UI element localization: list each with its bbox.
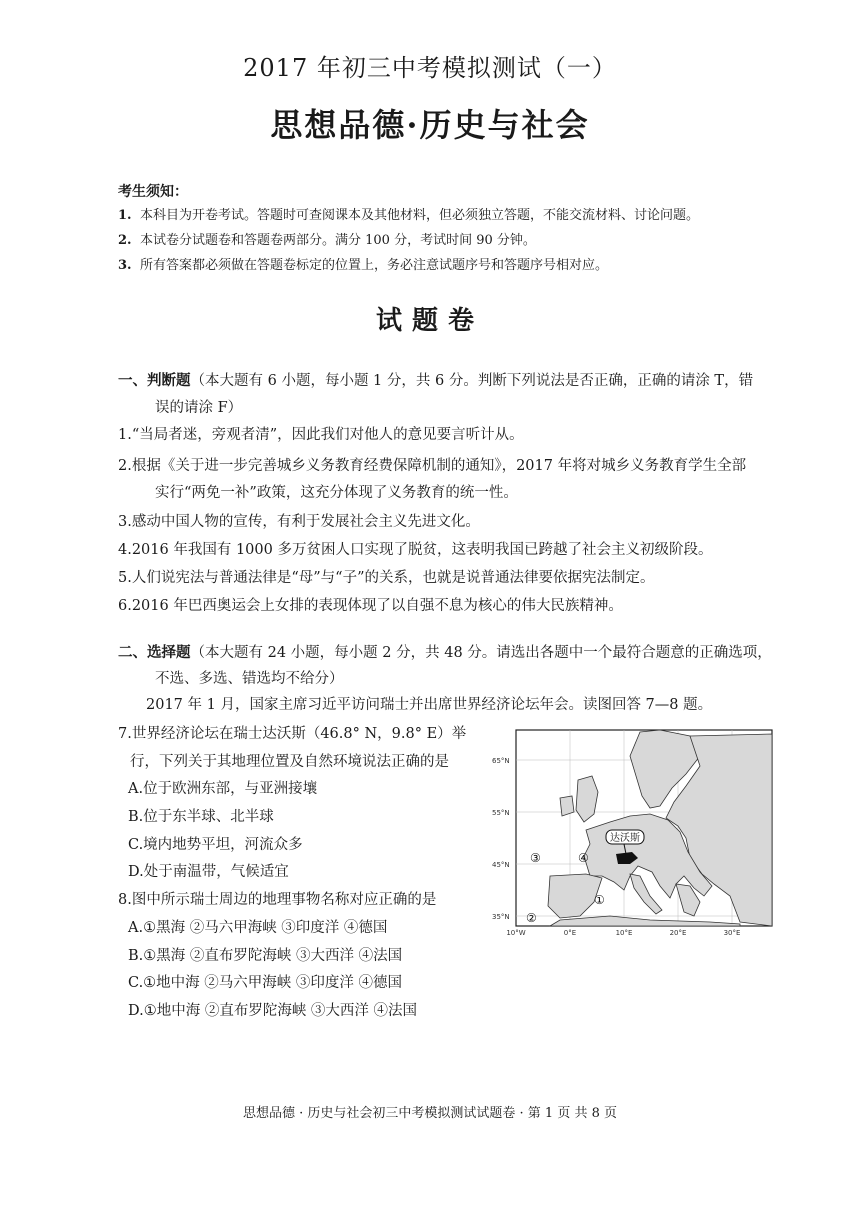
lon-label: 0°E <box>563 929 577 937</box>
lat-label: 55°N <box>492 809 510 817</box>
question-4: 4.2016 年我国有 1000 多万贫困人口实现了脱贫，这表明我国已跨越了社会主义初级阶段。 <box>118 542 713 558</box>
question-8-stem: 8.图中所示瑞士周边的地理事物名称对应正确的是 <box>118 892 437 908</box>
lon-label: 10°E <box>615 929 633 937</box>
europe-map <box>490 726 780 938</box>
q8-option-d: D.①地中海 ②直布罗陀海峡 ③大西洋 ④法国 <box>128 1003 418 1019</box>
marker-3: ③ <box>530 851 541 865</box>
page-footer: 思想品德 · 历史与社会初三中考模拟测试试题卷 · 第 1 页 共 8 页 <box>243 1106 617 1121</box>
q7-option-a: A.位于欧洲东部，与亚洲接壤 <box>128 781 318 797</box>
notice-heading: 考生须知： <box>118 184 188 200</box>
question-5: 5.人们说宪法与普通法律是“母”与“子”的关系，也就是说普通法律要依据宪法制定。 <box>118 570 655 586</box>
davos-label: 达沃斯 <box>610 833 640 844</box>
section1-desc: （本大题有 6 小题，每小题 1 分，共 6 分。判断下列说法是否正确，正确的请涂 T，错 <box>190 373 754 389</box>
section2-desc: （本大题有 24 小题，每小题 2 分，共 48 分。请选出各题中一个最符合题意的正确选项， <box>190 645 772 661</box>
q8-option-a: A.①黑海 ②马六甲海峡 ③印度洋 ④德国 <box>128 920 388 936</box>
marker-4: ④ <box>578 851 589 865</box>
question-7-stem: 7.世界经济论坛在瑞士达沃斯（46.8° N，9.8° E）举 <box>118 726 467 742</box>
question-6: 6.2016 年巴西奥运会上女排的表现体现了以自强不息为核心的伟大民族精神。 <box>118 598 623 614</box>
question-2-cont: 实行“两免一补”政策，这充分体现了义务教育的统一性。 <box>155 485 518 501</box>
section2-heading <box>118 641 772 662</box>
lon-label: 10°W <box>506 929 526 937</box>
section1-heading-cont: 误的请涂 F） <box>155 400 243 416</box>
notice-text: 本试卷分试题卷和答题卷两部分。满分 100 分，考试时间 90 分钟。 <box>140 233 536 248</box>
q8-option-c: C.①地中海 ②马六甲海峡 ③印度洋 ④德国 <box>128 975 403 991</box>
section2-heading-cont: 不选、多选、错选均不给分） <box>155 671 344 687</box>
notice-num: 1. <box>118 208 132 223</box>
paper-title: 试题卷 <box>375 306 484 336</box>
section1-heading <box>118 369 753 390</box>
q7-option-d: D.处于南温带，气候适宜 <box>128 864 289 880</box>
marker-1: ① <box>594 893 605 907</box>
exam-title: 2017 年初三中考模拟测试（一） <box>243 54 617 82</box>
question-3: 3.感动中国人物的宣传，有利于发展社会主义先进文化。 <box>118 514 480 530</box>
notice-item <box>118 229 536 248</box>
notice-num: 3. <box>118 258 132 273</box>
section2-label: 二、选择题 <box>118 644 191 661</box>
lon-label: 30°E <box>723 929 741 937</box>
notice-text: 所有答案都必须做在答题卷标定的位置上，务必注意试题序号和答题序号相对应。 <box>140 258 609 273</box>
notice-num: 2. <box>118 233 132 248</box>
question-1: 1.“当局者迷，旁观者清”，因此我们对他人的意见要言听计从。 <box>118 427 524 443</box>
notice-item <box>118 204 699 223</box>
question-7-stem-cont: 行，下列关于其地理位置及自然环境说法正确的是 <box>130 754 449 770</box>
notice-item <box>118 254 608 273</box>
lat-label: 45°N <box>492 861 510 869</box>
lon-label: 20°E <box>669 929 687 937</box>
lat-label: 35°N <box>492 913 510 921</box>
question-2: 2.根据《关于进一步完善城乡义务教育经费保障机制的通知》，2017 年将对城乡义务教育学生全部 <box>118 458 747 474</box>
marker-2: ② <box>526 911 537 925</box>
section1-label: 一、判断题 <box>118 372 191 389</box>
notice-text: 本科目为开卷考试。答题时可查阅课本及其他材料，但必须独立答题，不能交流材料、讨论问题。 <box>140 208 700 223</box>
subject-title: 思想品德·历史与社会 <box>270 106 590 144</box>
lat-label: 65°N <box>492 757 510 765</box>
q7-option-b: B.位于东半球、北半球 <box>128 809 274 825</box>
q8-option-b: B.①黑海 ②直布罗陀海峡 ③大西洋 ④法国 <box>128 948 403 964</box>
section2-intro: 2017 年 1 月，国家主席习近平访问瑞士并出席世界经济论坛年会。读图回答 7—8 题。 <box>146 697 713 713</box>
q7-option-c: C.境内地势平坦，河流众多 <box>128 837 303 853</box>
